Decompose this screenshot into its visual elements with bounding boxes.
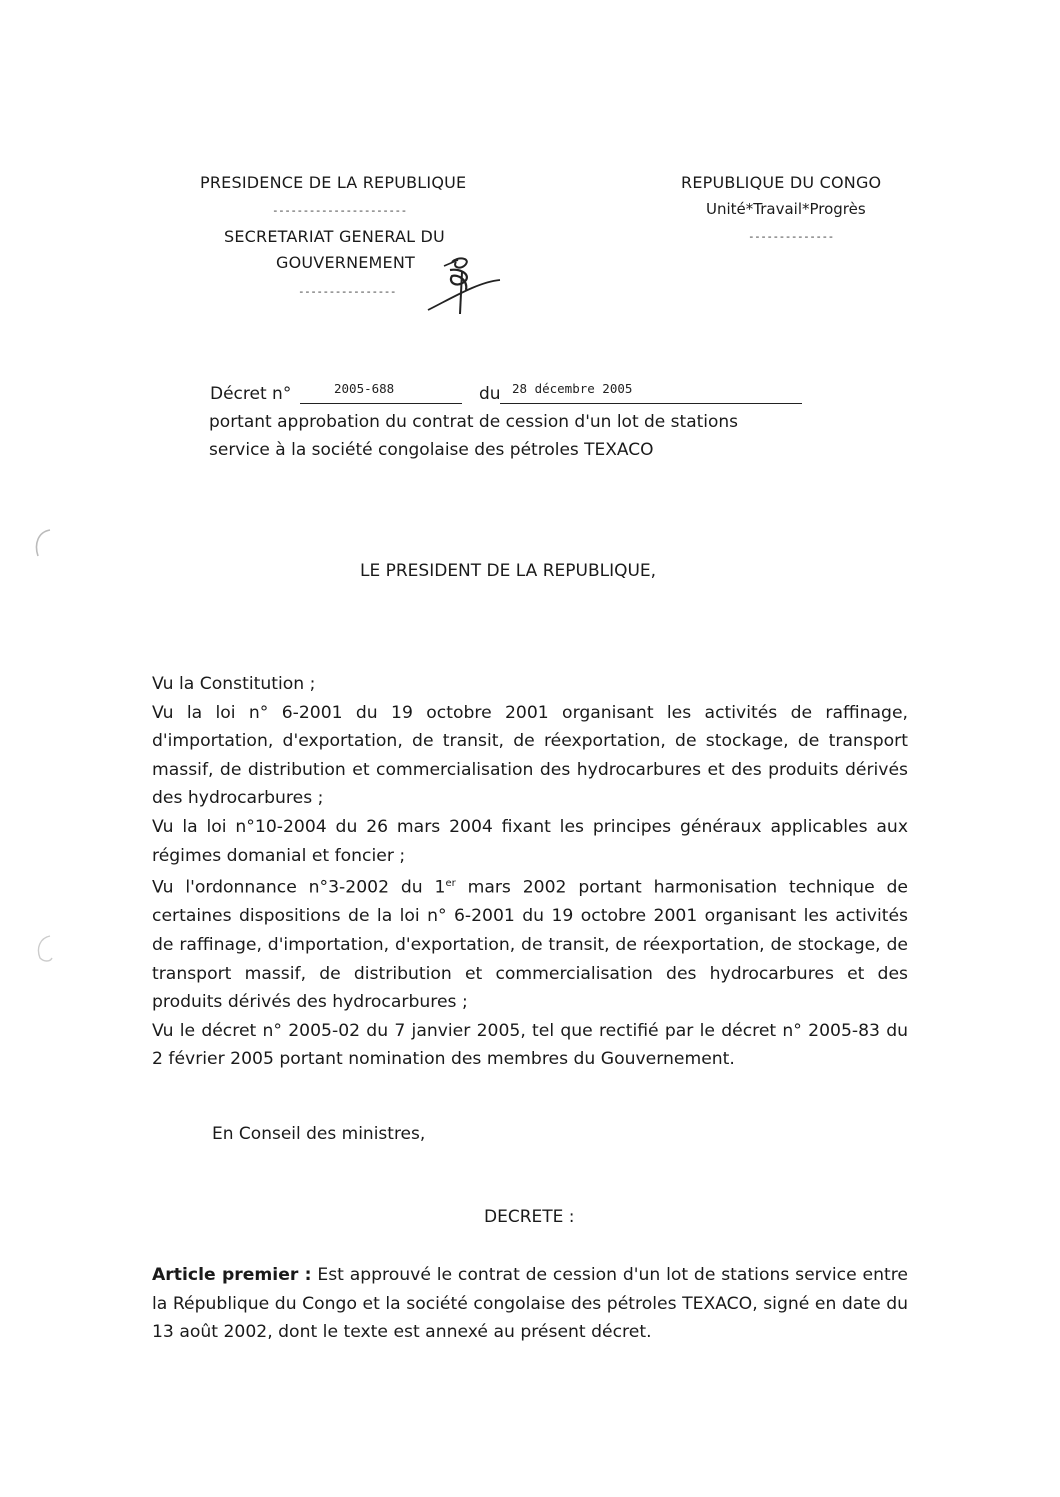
- decree-prefix: Décret n°: [210, 384, 292, 404]
- secretariat-heading: SECRETARIAT GENERAL DU: [224, 227, 445, 246]
- visa-loi-6-2001: Vu la loi n° 6-2001 du 19 octobre 2001 organisant les activités de raffinage, d'importation, d'exportation, de transit, de réexportation, de stockage, de transport massif, de distribution et commercialisation des hydrocarbures et des produits dérivés des hydrocarbures ;: [152, 702, 908, 809]
- visa-constitution: Vu la Constitution ;: [152, 674, 316, 694]
- visas-block: [152, 670, 908, 1074]
- punch-hole-mark: [28, 928, 68, 968]
- decree-subject-line2: service à la société congolaise des pétroles TEXACO: [209, 440, 654, 460]
- conseil-line: En Conseil des ministres,: [212, 1124, 426, 1144]
- visa-ordonnance-3-2002: Vu l'ordonnance n°3-2002 du 1er mars 2002 portant harmonisation technique de certaines dispositions de la loi n° 6-2001 du 19 octobre 2001 organisant les activités de raffinage, d'importation, d'exportation, de transit, de réexportation, de stockage, de transport massif, de distribution et commercialisation des hydrocarbures et des produits dérivés des hydrocarbures ;: [152, 877, 908, 1013]
- article-label: Article premier :: [152, 1265, 312, 1285]
- national-motto: Unité*Travail*Progrès: [706, 200, 866, 218]
- decree-du: du: [479, 384, 501, 404]
- separator-line: ----------------: [298, 285, 396, 298]
- visa-decret-2005-02: Vu le décret n° 2005-02 du 7 janvier 2005, tel que rectifié par le décret n° 2005-83 du 2 février 2005 portant nomination des membres du Gouvernement.: [152, 1020, 908, 1070]
- republique-heading: REPUBLIQUE DU CONGO: [681, 173, 882, 192]
- gouvernement-heading: GOUVERNEMENT: [276, 253, 416, 272]
- handwritten-initials: [422, 246, 506, 322]
- visa-loi-10-2004: Vu la loi n°10-2004 du 26 mars 2004 fixant les principes généraux applicables aux régimes domanial et foncier ;: [152, 816, 908, 866]
- decree-subject-line1: portant approbation du contrat de cession d'un lot de stations: [209, 412, 739, 432]
- presidence-heading: PRESIDENCE DE LA REPUBLIQUE: [200, 173, 467, 192]
- decree-date: 28 décembre 2005: [512, 381, 633, 396]
- date-rule: [500, 403, 802, 404]
- decrete-heading: DECRETE :: [484, 1207, 575, 1227]
- article-premier: [152, 1261, 908, 1347]
- president-heading: LE PRESIDENT DE LA REPUBLIQUE,: [360, 561, 657, 581]
- ordinal-superscript: er: [445, 878, 456, 890]
- decree-number: 2005-688: [334, 381, 395, 396]
- number-rule: [300, 403, 462, 404]
- separator-line: ----------------------: [272, 204, 407, 217]
- punch-hole-mark: [28, 524, 58, 564]
- article-text: Est approuvé le contrat de cession d'un lot de stations service entre la République du Congo et la société congolaise des pétroles TEXACO, signé en date du 13 août 2002, dont le texte est annexé au présent décret.: [152, 1265, 908, 1343]
- separator-line: --------------: [748, 230, 834, 243]
